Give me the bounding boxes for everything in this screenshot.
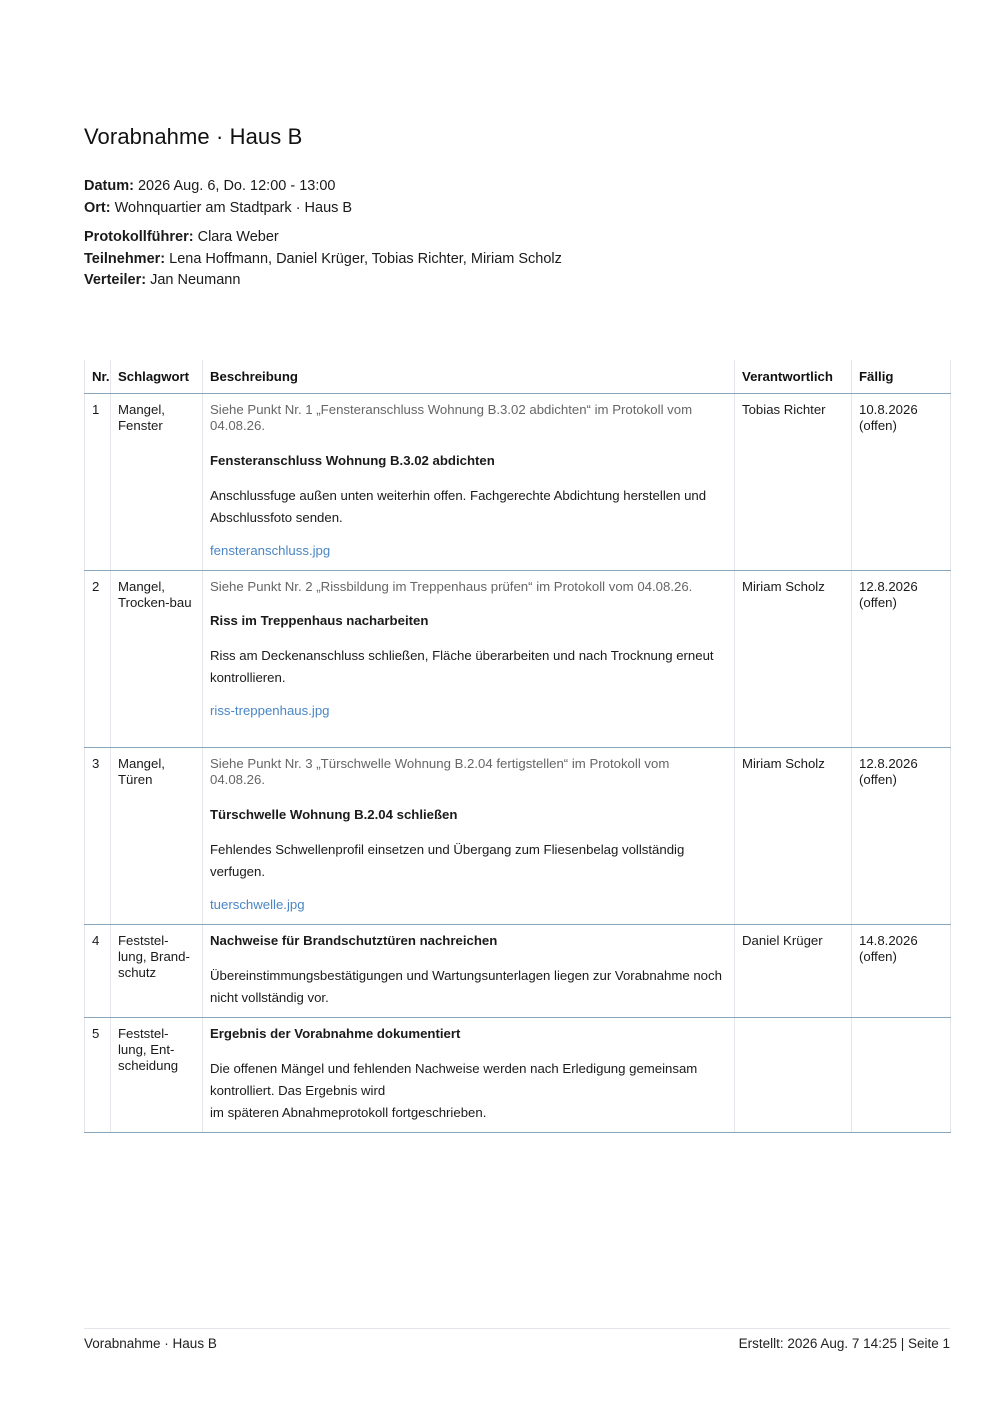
reference-note: Siehe Punkt Nr. 2 „Rissbildung im Treppenhaus prüfen“ im Protokoll vom 04.08.26. (210, 578, 693, 594)
attachment-link[interactable]: fensteranschluss.jpg (210, 542, 331, 558)
footer-created-page: Erstellt: 2026 Aug. 7 14:25 | Seite 1 (738, 1336, 950, 1351)
location-value: Wohnquartier am Stadtpark · Haus B (114, 199, 353, 216)
row-description (203, 393, 735, 570)
date-value: 2026 Aug. 6, Do. 12:00 - 13:00 (137, 178, 336, 194)
attachment-link[interactable]: tuerschwelle.jpg (210, 896, 305, 912)
item-text: Fehlendes Schwellenprofil einsetzen und Übergang zum Fliesenbelag vollständig verfugen. (210, 841, 685, 879)
row-responsible: Daniel Krüger (735, 924, 852, 1017)
table-row (85, 747, 951, 924)
item-text-continued: im späteren Abnahmeprotokoll fortgeschrieben. (210, 1104, 487, 1120)
reference-note: Siehe Punkt Nr. 1 „Fensteranschluss Wohnung B.3.02 abdichten“ im Protokoll vom 04.08.26. (210, 401, 693, 433)
reference-note: Siehe Punkt Nr. 3 „Türschwelle Wohnung B.2.04 fertigstellen“ im Protokoll vom 04.08.26. (210, 755, 670, 787)
location-label: Ort: (84, 199, 111, 216)
item-title: Fensteranschluss Wohnung B.3.02 abdichten (210, 452, 495, 468)
participants-line (84, 249, 562, 271)
item-title: Nachweise für Brandschutztüren nachreichen (210, 932, 498, 948)
footer-title: Vorabnahme · Haus B (84, 1336, 217, 1351)
distribution-value: Jan Neumann (150, 272, 241, 288)
meeting-info (84, 176, 352, 219)
item-text: Übereinstimmungsbestätigungen und Wartungsunterlagen liegen zur Vorabnahme noch nicht vollständig vor. (210, 967, 722, 1005)
page-title: Vorabnahme · Haus B (84, 124, 303, 149)
distribution-label: Verteiler: (84, 272, 147, 288)
header-description: Beschreibung (203, 360, 735, 393)
footer-divider (84, 1328, 950, 1329)
row-nr: 5 (85, 1017, 111, 1132)
item-title: Türschwelle Wohnung B.2.04 schließen (210, 806, 458, 822)
row-responsible: Miriam Scholz (735, 570, 852, 747)
row-keyword: Mangel, Türen (111, 747, 203, 924)
row-nr: 1 (85, 393, 111, 570)
item-text: Anschlussfuge außen unten weiterhin offen. Fachgerechte Abdichtung herstellen und Abschlussfoto senden. (210, 487, 707, 525)
row-responsible: Tobias Richter (735, 393, 852, 570)
table-row (85, 1017, 951, 1132)
item-title: Ergebnis der Vorabnahme dokumentiert (210, 1025, 461, 1041)
participants-label: Teilnehmer: (84, 250, 166, 267)
row-due: 14.8.2026 (offen) (852, 924, 951, 1017)
row-nr: 4 (85, 924, 111, 1017)
date-label: Datum: (84, 178, 134, 194)
table-row (85, 924, 951, 1017)
item-text: Die offenen Mängel und fehlenden Nachweise werden nach Erledigung gemeinsam kontrolliert. Das Ergebnis wird (210, 1060, 698, 1098)
recorder-value: Clara Weber (197, 229, 279, 245)
row-responsible (735, 1017, 852, 1132)
table-row (85, 393, 951, 570)
table-header-row (85, 360, 951, 393)
header-due: Fällig (852, 360, 951, 393)
date-line (84, 176, 352, 198)
row-keyword: Feststel-lung, Brand-schutz (111, 924, 203, 1017)
table-row (85, 570, 951, 747)
row-due (852, 1017, 951, 1132)
distribution-line (84, 270, 562, 292)
header-keyword: Schlagwort (111, 360, 203, 393)
row-keyword: Mangel, Trocken-bau (111, 570, 203, 747)
row-keyword: Feststel-lung, Ent-scheidung (111, 1017, 203, 1132)
row-due: 12.8.2026 (offen) (852, 570, 951, 747)
row-description (203, 570, 735, 747)
row-due: 10.8.2026 (offen) (852, 393, 951, 570)
row-due: 12.8.2026 (offen) (852, 747, 951, 924)
recorder-label: Protokollführer: (84, 229, 194, 245)
header-nr: Nr. (85, 360, 111, 393)
item-title: Riss im Treppenhaus nacharbeiten (210, 613, 429, 628)
recorder-line (84, 227, 562, 249)
row-responsible: Miriam Scholz (735, 747, 852, 924)
participants-value: Lena Hoffmann, Daniel Krüger, Tobias Richter, Miriam Scholz (169, 250, 562, 267)
attachment-link[interactable]: riss-treppenhaus.jpg (210, 703, 330, 718)
location-line (84, 198, 352, 220)
row-description (203, 924, 735, 1017)
row-nr: 2 (85, 570, 111, 747)
header-responsible: Verantwortlich (735, 360, 852, 393)
item-text: Riss am Deckenanschluss schließen, Fläche überarbeiten und nach Trocknung erneut kontrollieren. (210, 648, 714, 685)
protocol-table (84, 360, 951, 1133)
row-description (203, 747, 735, 924)
participants-info (84, 227, 562, 292)
row-description (203, 1017, 735, 1132)
row-nr: 3 (85, 747, 111, 924)
row-keyword: Mangel, Fenster (111, 393, 203, 570)
